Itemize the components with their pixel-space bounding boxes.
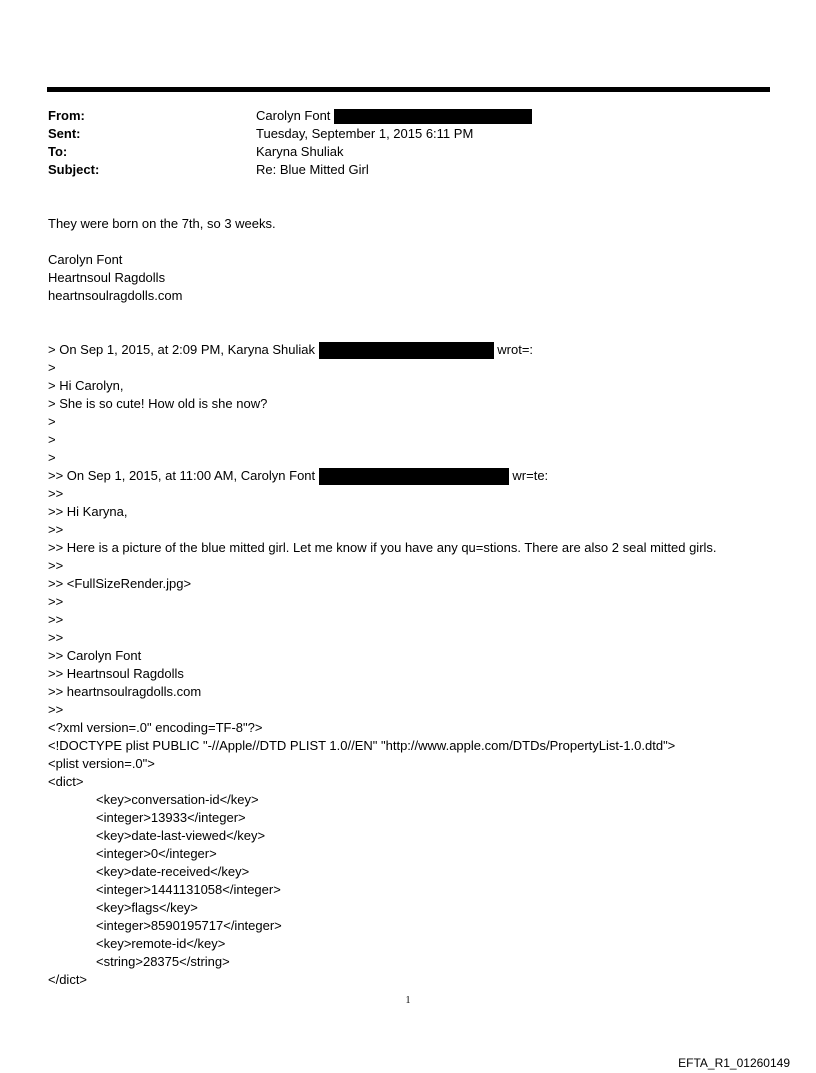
quote-header-suffix: wr=te: <box>512 468 549 483</box>
plist-line: </dict> <box>48 972 88 987</box>
subject-label: Subject: <box>48 162 100 177</box>
quoted-line: > <box>48 414 56 429</box>
quote-header-prefix: > On Sep 1, 2015, at 2:09 PM, Karyna Shuliak <box>48 342 316 357</box>
quote-header-line <box>48 341 778 359</box>
quoted-line: >> <box>48 612 64 627</box>
email-header <box>48 107 768 179</box>
plist-line: <integer>13933</integer> <box>96 810 246 825</box>
from-name: Carolyn Font <box>256 108 331 123</box>
quoted-line: > <box>48 360 56 375</box>
signature-website: heartnsoulragdolls.com <box>48 288 183 303</box>
quoted-line: >> <box>48 630 64 645</box>
signature-company: Heartnsoul Ragdolls <box>48 270 166 285</box>
quoted-line: >> <box>48 702 64 717</box>
quoted-line: > <box>48 432 56 447</box>
quote-header-prefix: >> On Sep 1, 2015, at 11:00 AM, Carolyn Font <box>48 468 316 483</box>
subject-row <box>48 161 768 179</box>
plist-line: <key>conversation-id</key> <box>96 792 259 807</box>
quoted-line: >> Heartnsoul Ragdolls <box>48 666 184 681</box>
plist-line: <key>flags</key> <box>96 900 198 915</box>
email-body <box>48 215 778 989</box>
plist-line: <?xml version=.0" encoding=TF-8"?> <box>48 720 263 735</box>
redaction-bar <box>334 109 532 124</box>
attachment-reference: >> <FullSizeRender.jpg> <box>48 576 192 591</box>
sent-row <box>48 125 768 143</box>
quoted-line: >> <box>48 594 64 609</box>
plist-line: <key>remote-id</key> <box>96 936 226 951</box>
plist-line: <key>date-last-viewed</key> <box>96 828 266 843</box>
sent-value: Tuesday, September 1, 2015 6:11 PM <box>256 126 474 141</box>
redaction-bar <box>319 468 509 485</box>
quoted-line: >> Hi Karyna, <box>48 504 128 519</box>
quote-header-line <box>48 467 778 485</box>
redaction-bar <box>319 342 494 359</box>
sent-label: Sent: <box>48 126 81 141</box>
quoted-line: >> <box>48 522 64 537</box>
from-value <box>256 107 532 125</box>
from-row <box>48 107 768 125</box>
signature-name: Carolyn Font <box>48 252 123 267</box>
plist-line: <integer>8590195717</integer> <box>96 918 282 933</box>
quoted-line: >> <box>48 486 64 501</box>
header-rule <box>47 87 770 92</box>
quoted-line: >> Carolyn Font <box>48 648 142 663</box>
plist-line: <integer>1441131058</integer> <box>96 882 281 897</box>
plist-line: <key>date-received</key> <box>96 864 250 879</box>
plist-line: <plist version=.0"> <box>48 756 155 771</box>
quote-header-suffix: wrot=: <box>497 342 534 357</box>
plist-line: <dict> <box>48 774 84 789</box>
document-id: EFTA_R1_01260149 <box>678 1056 790 1070</box>
plist-line: <!DOCTYPE plist PUBLIC "-//Apple//DTD PLIST 1.0//EN" "http://www.apple.com/DTDs/PropertyList-1.0.dtd"> <box>48 738 676 753</box>
plist-line: <string>28375</string> <box>96 954 230 969</box>
to-label: To: <box>48 144 68 159</box>
quoted-line: > She is so cute! How old is she now? <box>48 396 268 411</box>
to-row <box>48 143 768 161</box>
to-value: Karyna Shuliak <box>256 144 344 159</box>
quoted-line: >> Here is a picture of the blue mitted girl. Let me know if you have any qu=stions. There are also 2 seal mitted girls. <box>48 540 717 555</box>
quoted-line: > Hi Carolyn, <box>48 378 124 393</box>
message-text: They were born on the 7th, so 3 weeks. <box>48 216 276 231</box>
plist-line: <integer>0</integer> <box>96 846 217 861</box>
quoted-line: >> <box>48 558 64 573</box>
page-number: 1 <box>405 995 411 1006</box>
subject-value: Re: Blue Mitted Girl <box>256 162 369 177</box>
quoted-line: > <box>48 450 56 465</box>
from-label: From: <box>48 108 85 123</box>
quoted-line: >> heartnsoulragdolls.com <box>48 684 202 699</box>
